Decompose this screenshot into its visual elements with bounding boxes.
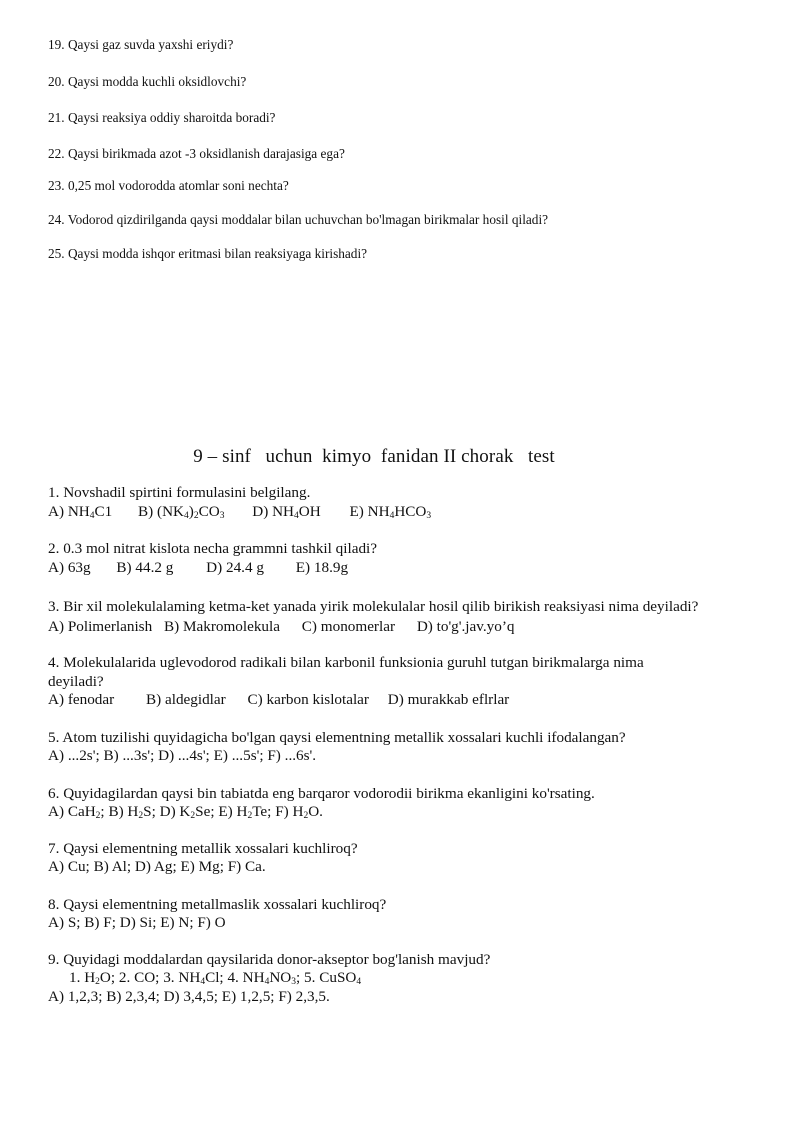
q5-text: 5. Atom tuzilishi quyidagicha bo'lgan qaysi elementning metallik xossalari kuchli ifodalangan?: [48, 729, 626, 746]
q8-text: 8. Qaysi elementning metallmaslik xossalari kuchliroq?: [48, 896, 387, 913]
q6-options: A) CaH$_2$; B) $H_2S$; D) $K_2Se$; E) $H_2Te$; F) $H_2O$.: [48, 803, 323, 821]
q3-options: [48, 618, 515, 636]
q4-option-d: D) murakkab eflrlar: [387, 691, 510, 708]
q9-options: A) 1,2,3; B) 2,3,4; D) 3,4,5; E) 1,2,5; F) 2,3,5.: [48, 988, 330, 1005]
q9-text: 9. Quyidagi moddalardan qaysilarida donor-akseptor bog'lanish mavjud?: [48, 951, 491, 968]
q7-text: 7. Qaysi elementning metallik xossalari kuchliroq?: [48, 840, 358, 857]
q2-option-a: A) 63g: [48, 559, 91, 576]
question-21: 21. Qaysi reaksiya oddiy sharoitda boradi?: [48, 110, 276, 125]
q2-text: 2. 0.3 mol nitrat kislota necha grammni tashkil qiladi?: [48, 540, 377, 557]
q2-option-e: E) 18.9g: [295, 559, 349, 576]
q1-option-d: D) $NH_4OH$: [252, 503, 321, 521]
q3-option-d: D) to'g'.jav.yo’q: [416, 618, 515, 635]
q1-text: 1. Novshadil spirtini formulasini belgilang.: [48, 484, 311, 501]
q4-text-line-1: 4. Molekulalarida uglevodorod radikali bilan karbonil funksionia guruhl tutgan birikmalarga nima: [48, 654, 644, 671]
q8-options: A) S; B) F; D) Si; E) N; F) O: [48, 914, 226, 931]
q1-option-e: E) $NH_4HCO_3$: [349, 503, 432, 521]
q3-text: 3. Bir xil molekulalaming ketma-ket yanada yirik molekulalar hosil qilib birikish reaksiyasi nima deyiladi?: [48, 598, 699, 615]
q1-option-b: B) $(NK_4)_2CO_3$: [138, 503, 225, 521]
q2-option-b: B) 44.2 g: [116, 559, 174, 576]
q4-option-b: B) aldegidlar: [146, 691, 226, 708]
question-23: 23. 0,25 mol vodorodda atomlar soni nechta?: [48, 178, 289, 193]
q4-options: [48, 691, 509, 709]
q1-option-a: A) $NH_4C1$: [48, 503, 113, 521]
question-22: 22. Qaysi birikmada azot -3 oksidlanish darajasiga ega?: [48, 146, 345, 161]
q3-option-b: B) Makromolekula: [164, 618, 280, 635]
q2-options: [48, 559, 348, 577]
q3-option-c: C) monomerlar: [301, 618, 396, 635]
question-19: 19. Qaysi gaz suvda yaxshi eriydi?: [48, 37, 234, 52]
q3-option-a: A) Polimerlanish: [48, 618, 153, 635]
question-25: 25. Qaysi modda ishqor eritmasi bilan reaksiyaga kirishadi?: [48, 246, 368, 261]
q4-option-a: A) fenodar: [48, 691, 115, 708]
q2-option-d: D) 24.4 g: [206, 559, 264, 576]
q7-options: A) Cu; B) Al; D) Ag; E) Mg; F) Ca.: [48, 858, 266, 875]
q9-substances: 1. $H_2O$; 2. CO; 3. $NH_4Cl$; 4. $NH_4NO_3$; 5. CuSO$_4$: [69, 969, 362, 987]
test-title: 9 – sinf uchun kimyo fanidan II chorak test: [193, 446, 555, 467]
q4-option-c: C) karbon kislotalar: [247, 691, 369, 708]
question-24: 24. Vodorod qizdirilganda qaysi moddalar bilan uchuvchan bo'lmagan birikmalar hosil qiladi?: [48, 212, 549, 227]
q4-text-line-2: deyiladi?: [48, 673, 104, 690]
q1-options: [48, 503, 431, 521]
q6-text: 6. Quyidagilardan qaysi bin tabiatda eng barqaror vodorodii birikma ekanligini ko'rsating.: [48, 785, 595, 802]
q5-options: A) ...2s'; B) ...3s'; D) ...4s'; E) ...5s'; F) ...6s'.: [48, 747, 317, 764]
question-20: 20. Qaysi modda kuchli oksidlovchi?: [48, 74, 247, 89]
